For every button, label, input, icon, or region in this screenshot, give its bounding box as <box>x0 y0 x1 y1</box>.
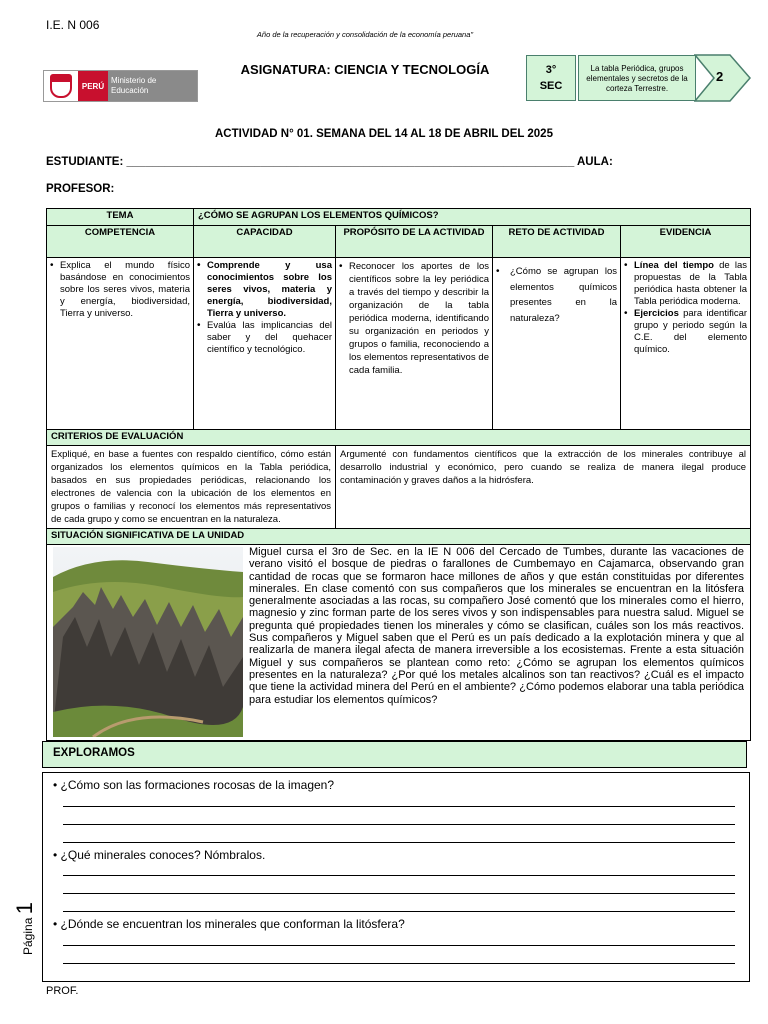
question-1-text: ¿Cómo son las formaciones rocosas de la imagen? <box>60 778 335 792</box>
year-motto: Año de la recuperación y consolidación de la economía peruana" <box>256 30 474 39</box>
header-reto: RETO DE ACTIVIDAD <box>493 226 621 258</box>
student-label: ESTUDIANTE: <box>46 156 124 168</box>
question-1: • ¿Cómo son las formaciones rocosas de la imagen? <box>53 778 335 792</box>
subject-title: ASIGNATURA: CIENCIA Y TECNOLOGÍA <box>240 62 490 77</box>
answer-line[interactable] <box>63 824 735 825</box>
grade-box <box>526 55 576 101</box>
evidencia-cell <box>621 258 751 430</box>
situacion-cell <box>47 545 751 741</box>
competencia-text: • Explica el mundo físico basándose en conocimientos sobre los seres vivos, materia y energía, biodiversidad, Tierra y universo. <box>50 260 190 320</box>
header-competencia: COMPETENCIA <box>47 226 194 258</box>
evidencia-2-rest: para identificar grupo y periodo según la C.E. del elemento químico. <box>634 308 748 355</box>
answer-line[interactable] <box>63 911 735 912</box>
question-3: • ¿Dónde se encuentran los minerales que conforman la litósfera? <box>53 917 405 931</box>
proposito-cell <box>336 258 493 430</box>
question-2: • ¿Qué minerales conoces? Nómbralos. <box>53 848 266 862</box>
competencia-cell <box>47 258 194 430</box>
tema-value: ¿CÓMO SE AGRUPAN LOS ELEMENTOS QUÍMICOS? <box>194 209 751 226</box>
capacidad-cell <box>194 258 336 430</box>
criterio-1-text: Expliqué, en base a fuentes con respaldo científico, cómo están organizados los elementos químicos en la Tabla periódica, basados en sus propiedades periódicas, relacionando los electrones de valencia con la ubicación de los elementos en grupos o familias y reconocí los elementos más representativos de cada grupo y como se encuentran en la naturaleza. <box>51 449 331 525</box>
reto-cell <box>493 258 621 430</box>
header-evidencia: EVIDENCIA <box>621 226 751 258</box>
criterio-2-text: Argumenté con fundamentos científicos que la extracción de los minerales contribuye al desarrollo industrial y económico, pero cuando se realiza de manera ilegal produce contaminación y graves daños a la hidrósfera. <box>340 449 747 486</box>
answer-line[interactable] <box>63 963 735 964</box>
unit-number: 2 <box>716 69 724 84</box>
answer-line[interactable] <box>63 875 735 876</box>
footer-prof: PROF. <box>46 985 79 997</box>
activity-title: ACTIVIDAD N° 01. SEMANA DEL 14 AL 18 DE ABRIL DEL 2025 <box>215 128 553 140</box>
student-line[interactable]: ______________________________________________________________________ <box>126 156 575 168</box>
evidencia-1-bold: Línea del tiempo <box>634 260 714 271</box>
capacidad-1: • Comprende y usa conocimientos sobre los seres vivos, materia y energía, biodiversidad, Tierra y universo. <box>197 260 332 320</box>
logo-ministry: Ministerio de Educación <box>108 71 197 101</box>
answer-line[interactable] <box>63 806 735 807</box>
logo-country: PERÚ <box>78 71 108 101</box>
classroom-label: AULA: <box>577 156 613 168</box>
peru-shield-icon <box>44 71 78 101</box>
grade-number: 3° <box>545 64 557 76</box>
header-proposito: PROPÓSITO DE LA ACTIVIDAD <box>336 226 493 258</box>
capacidad-2: • Evalúa las implicancias del saber y del quehacer científico y tecnológico. <box>197 320 332 356</box>
page-label: Página <box>21 917 35 955</box>
explore-header: EXPLORAMOS <box>42 741 747 768</box>
grade-level: SEC <box>539 80 563 92</box>
evidencia-1 <box>624 260 747 308</box>
header-capacidad: CAPACIDAD <box>194 226 336 258</box>
page-number: 1 <box>12 902 37 915</box>
stone-forest-image <box>53 547 243 737</box>
evidencia-1-rest: de las propuestas de la Tabla periódica hasta obtener la Tabla periódica moderna. <box>634 260 748 307</box>
situacion-text: Miguel cursa el 3ro de Sec. en la IE N 006 del Cercado de Tumbes, durante las vacaciones de verano visitó el bosque de piedras o farallones de Cumbemayo en Cajamarca, observando gran cantidad de rocas que se formaron hace millones de años y que están constituidas por diferentes minerales. En clase comentó con sus compañeros que los minerales se encuentran en la litósfera generalmente asociadas a las rocas, su compañero José comentó que los minerales como el hierro, magnesio y zinc forman parte de los seres vivos y son indispensables para nuestra salud. Miguel se pregunta qué propiedades tienen los minerales y cómo se clasifican, cuáles son los más reactivos. Sus compañeros y Miguel saben que el Perú es un país dedicado a la explotación minera y que al realizarla de manera ilegal afecta de manera irreversible a los ecosistemas. Frente a esta situación Miguel y sus compañeros se plantean como reto: ¿Cómo se agrupan los elementos químicos presentes en la naturaleza? ¿Por qué los metales alcalinos son tan reactivos? ¿Cuál es el impacto que tiene la actividad minera del Perú en el ambiente? ¿Cómo podemos elaborar una tabla periódica para estudiar los elementos químicos? <box>249 546 745 706</box>
topic-box: La tabla Periódica, grupos elementales y secretos de la corteza Terrestre. <box>578 55 696 101</box>
question-3-text: ¿Dónde se encuentran los minerales que conforman la litósfera? <box>60 917 405 931</box>
tema-label: TEMA <box>47 209 194 226</box>
criterios-label: CRITERIOS DE EVALUACIÓN <box>47 430 751 446</box>
activity-table <box>46 208 751 741</box>
student-row <box>46 156 613 168</box>
school-name: I.E. N 006 <box>46 18 100 32</box>
criterio-1 <box>47 446 336 529</box>
page-indicator <box>12 895 42 955</box>
ministry-logo <box>43 70 198 102</box>
question-2-text: ¿Qué minerales conoces? Nómbralos. <box>60 848 266 862</box>
answer-line[interactable] <box>63 893 735 894</box>
reto-text: • ¿Cómo se agrupan los elementos químicos presentes en la naturaleza? <box>496 264 617 326</box>
answer-line[interactable] <box>63 842 735 843</box>
situacion-label: SITUACIÓN SIGNIFICATIVA DE LA UNIDAD <box>47 529 751 545</box>
evidencia-2-bold: Ejercicios <box>634 308 679 319</box>
evidencia-2 <box>624 308 747 356</box>
criterio-2 <box>336 446 751 529</box>
proposito-text: • Reconocer los aportes de los científicos sobre la ley periódica a través del tiempo y describir la organización de la tabla periódica moderna, identificando su organización en periodos y grupos o familia, reconociendo a los elementos representativos de cada familia. <box>339 260 489 377</box>
answer-line[interactable] <box>63 945 735 946</box>
unit-arrow <box>694 53 752 103</box>
questions-box <box>42 772 750 982</box>
teacher-label: PROFESOR: <box>46 183 115 195</box>
